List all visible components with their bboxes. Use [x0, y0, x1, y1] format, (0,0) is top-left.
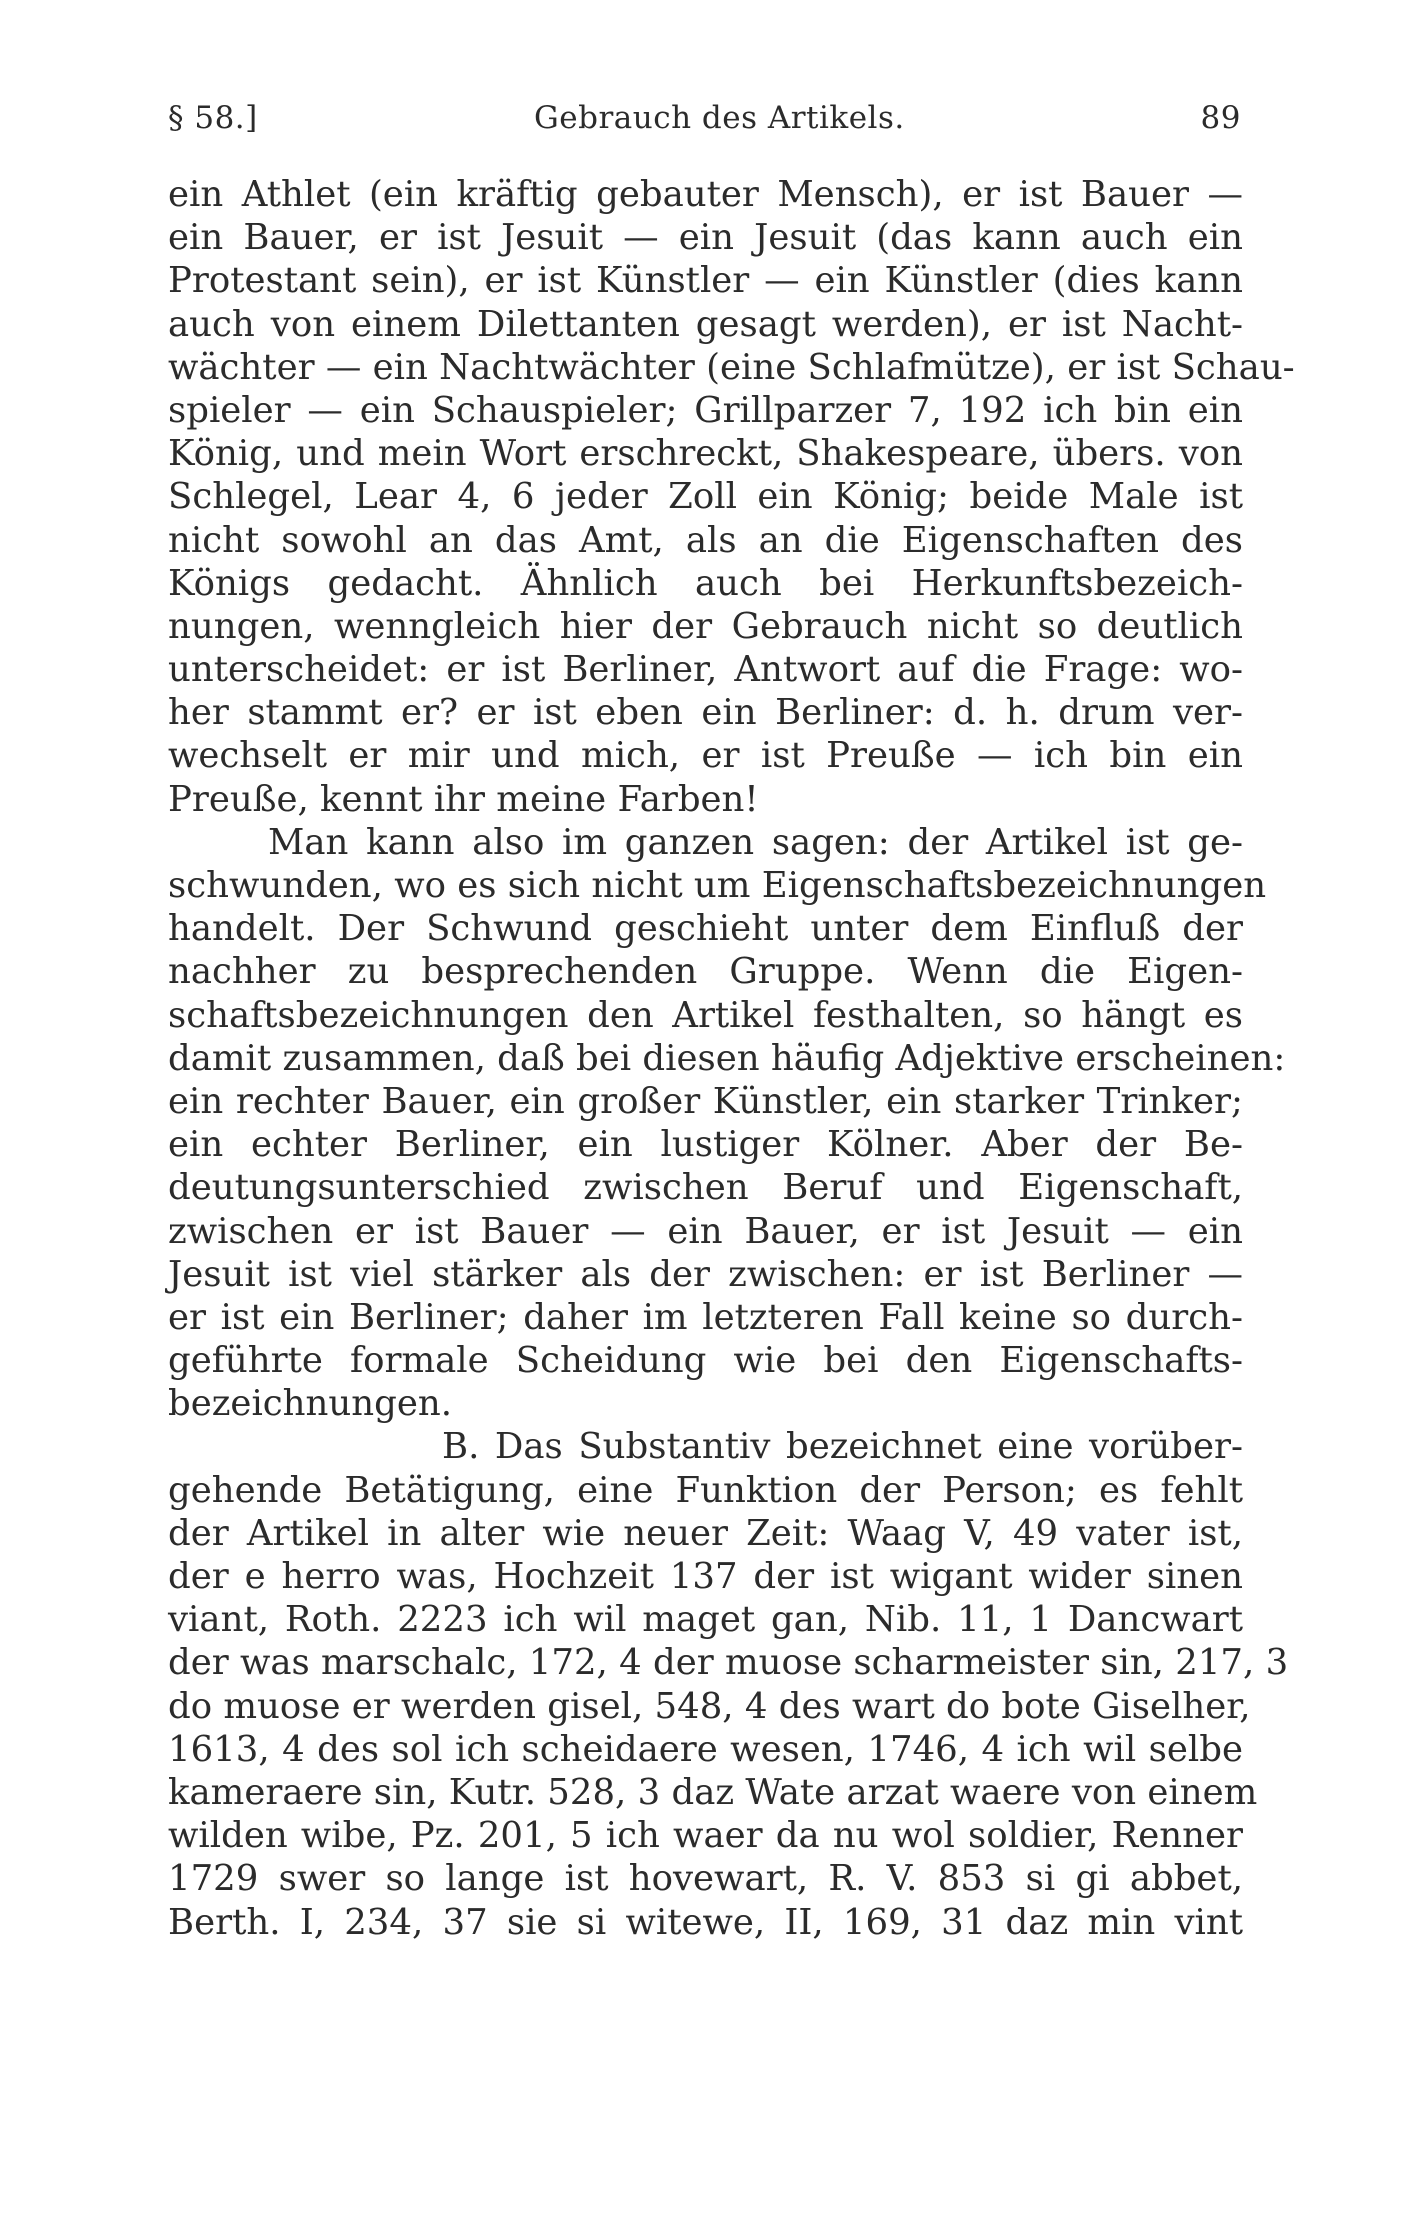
text-line: schaftsbezeichnungen den Artikel festhalten, so hängt es [168, 994, 1243, 1036]
text-line: der was marschalc, 172, 4 der muose scharmeister sin, 217, 3 [168, 1642, 1289, 1684]
running-title: Gebrauch des Artikels. [534, 100, 905, 136]
text-line: handelt. Der Schwund geschieht unter dem Einfluß der [168, 908, 1243, 950]
text-line: Schlegel, Lear 4, 6 jeder Zoll ein König; beide Male ist [168, 476, 1243, 518]
page-number: 89 [1200, 100, 1241, 136]
text-line: auch von einem Dilettanten gesagt werden), er ist Nacht- [168, 303, 1243, 345]
body-text [168, 173, 1295, 1944]
text-line: geführte formale Scheidung wie bei den Eigenschafts- [168, 1340, 1243, 1382]
text-line: Protestant sein), er ist Künstler — ein Künstler (dies kann [168, 260, 1243, 302]
text-line: bezeichnungen. [168, 1383, 453, 1425]
text-line: wächter — ein Nachtwächter (eine Schlafmütze), er ist Schau- [168, 346, 1295, 388]
text-line: damit zusammen, daß bei diesen häufig Adjektive erscheinen: [168, 1037, 1286, 1079]
text-line: wechselt er mir und mich, er ist Preuße — ich bin ein [168, 735, 1243, 777]
text-line: der e herro was, Hochzeit 137 der ist wigant wider sinen [168, 1556, 1243, 1597]
text-line: schwunden, wo es sich nicht um Eigenschaftsbezeichnungen [168, 865, 1267, 906]
text-line: Berth. I, 234, 37 sie si witewe, II, 169, 31 daz min vint [168, 1901, 1243, 1943]
text-line: ein Bauer, er ist Jesuit — ein Jesuit (das kann auch ein [168, 217, 1243, 259]
text-line: deutungsunterschied zwischen Beruf und Eigenschaft, [168, 1167, 1243, 1209]
text-line: spieler — ein Schauspieler; Grillparzer 7, 192 ich bin ein [168, 389, 1243, 431]
text-line: unterscheidet: er ist Berliner, Antwort auf die Frage: wo- [168, 649, 1243, 691]
text-line: do muose er werden gisel, 548, 4 des wart do bote Giselher, [168, 1685, 1251, 1727]
text-line: König, und mein Wort erschreckt, Shakespeare, übers. von [168, 433, 1243, 475]
text-line: Königs gedacht. Ähnlich auch bei Herkunftsbezeich- [168, 562, 1243, 604]
text-line: Jesuit ist viel stärker als der zwischen: er ist Berliner — [168, 1253, 1243, 1295]
text-line: ein rechter Bauer, ein großer Künstler, ein starker Trinker; [168, 1080, 1243, 1122]
text-line: 1729 swer so lange ist hovewart, R. V. 853 si gi abbet, [168, 1858, 1243, 1900]
text-line: ein echter Berliner, ein lustiger Kölner. Aber der Be- [168, 1124, 1243, 1166]
text-line: her stammt er? er ist eben ein Berliner: d. h. drum ver- [168, 692, 1243, 734]
book-page [168, 100, 1295, 1944]
text-line: nungen, wenngleich hier der Gebrauch nicht so deutlich [168, 605, 1243, 647]
text-line: zwischen er ist Bauer — ein Bauer, er ist Jesuit — ein [168, 1210, 1243, 1252]
text-line: nachher zu besprechenden Gruppe. Wenn die Eigen- [168, 951, 1243, 993]
text-line: ein Athlet (ein kräftig gebauter Mensch), er ist Bauer — [168, 174, 1243, 215]
text-line: Preuße, kennt ihr meine Farben! [168, 778, 759, 820]
text-line: 1613, 4 des sol ich scheidaere wesen, 1746, 4 ich wil selbe [168, 1728, 1243, 1770]
text-line: der Artikel in alter wie neuer Zeit: Waag V, 49 vater ist, [168, 1512, 1243, 1554]
text-line: wilden wibe, Pz. 201, 5 ich waer da nu wol soldier, Renner [168, 1815, 1243, 1857]
text-line: nicht sowohl an das Amt, als an die Eigenschaften des [168, 519, 1243, 561]
text-line: viant, Roth. 2223 ich wil maget gan, Nib. 11, 1 Dancwart [168, 1599, 1243, 1641]
running-header [168, 100, 1243, 150]
text-line: kameraere sin, Kutr. 528, 3 daz Wate arzat waere von einem [168, 1771, 1258, 1813]
text-line: er ist ein Berliner; daher im letzteren Fall keine so durch- [168, 1296, 1243, 1338]
paragraph-start-line: Man kann also im ganzen sagen: der Artikel ist ge- [268, 821, 1243, 863]
text-line: gehende Betätigung, eine Funktion der Person; es fehlt [168, 1469, 1243, 1511]
section-number: § 58.] [168, 100, 258, 136]
section-heading-line: B. Das Substantiv bezeichnet eine vorüber- [442, 1426, 1243, 1468]
